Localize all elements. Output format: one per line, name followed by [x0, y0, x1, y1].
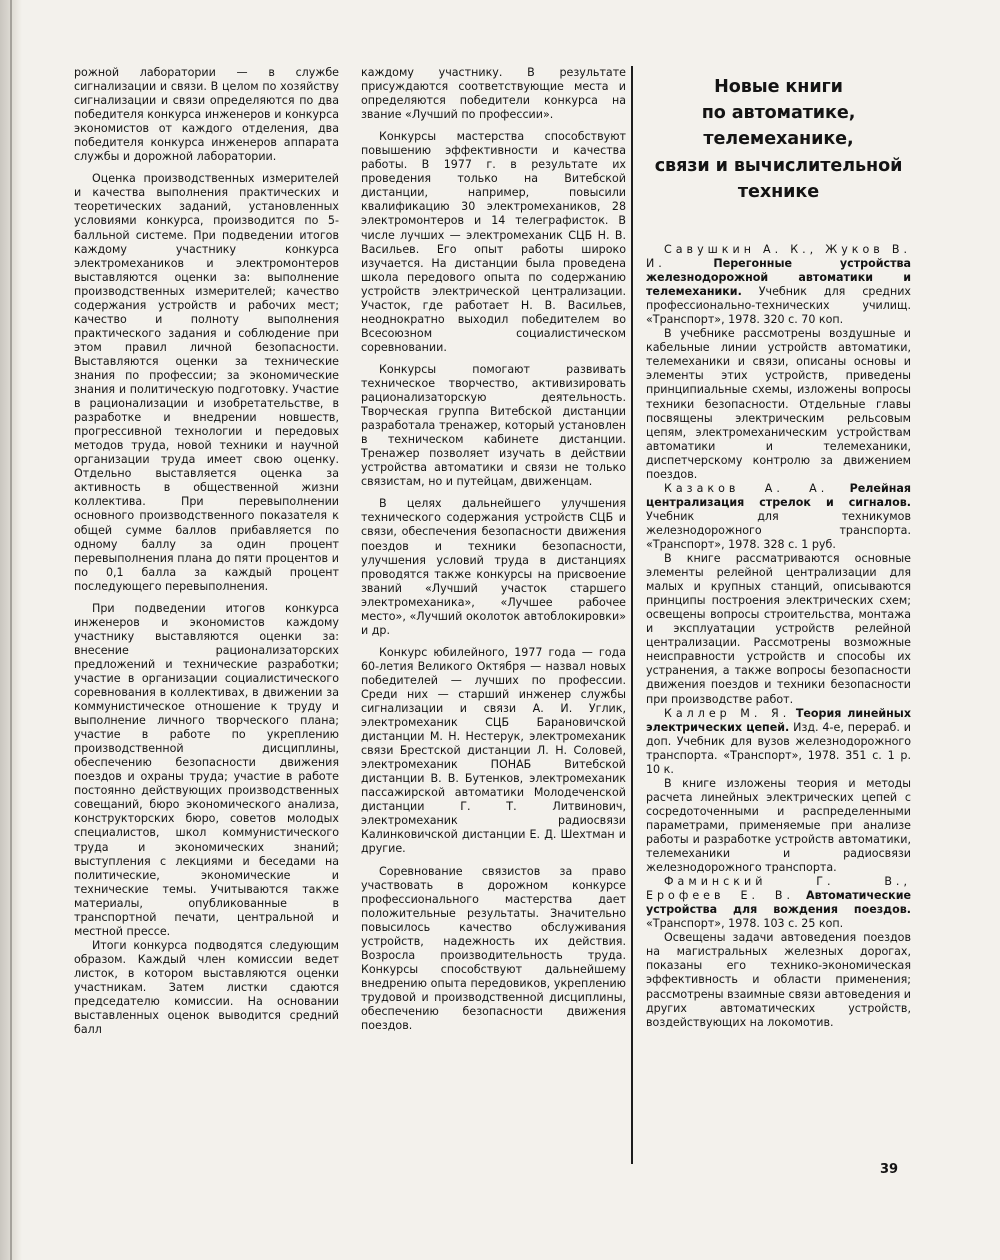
book-annotation: В книге рассматриваются основные элементы релейной централизации для малых и крупных станций, описываются принципы построения электрических схем; освещены вопросы строительства, монтажа и эксплуатации устройств релейной централизации. Рассмотрены возможные неисправности устройств и способы их устранения, а также вопросы безопасности движения поездов и техники безопасности при производстве работ.: [646, 552, 911, 706]
new-books-column: [646, 66, 911, 1030]
book-author: Фаминский Г. В., Ерофеев Е. В.: [646, 875, 911, 903]
book-entry: [646, 875, 911, 931]
book-title: Теория линейных электрических цепей.: [646, 706, 911, 734]
page-number: 39: [880, 1162, 899, 1177]
section-heading: [646, 74, 911, 205]
paragraph: Соревнование связистов за право участвовать в дорожном конкурсе профессионального мастерства дает положительные результаты. Значительно повысилось качество обслуживания устройств, надежность их действия. Возросла производительность труда. Конкурсы способствуют дальнейшему внедрению опыта передовиков, укреплению трудовой и производственной дисциплины, обеспечению безопасности движения поездов.: [361, 864, 626, 1033]
heading-line: по автоматике,: [701, 103, 856, 124]
column-divider: [631, 66, 633, 1164]
paragraph: Итоги конкурса подводятся следующим образом. Каждый член комиссии ведет листок, в котором выставляются оценки участникам. Затем листки сдаются председателю комиссии. На основании выставленных оценок выводится средний балл: [74, 938, 339, 1037]
book-annotation: В учебнике рассмотрены воздушные и кабельные линии устройств автоматики, телемеханики и связи, описаны основы и элементы этих устройств, приведены принципиальные схемы, изложены вопросы техники безопасности. Отдельные главы посвящены электрическим рельсовым цепям, электромеханическим устройствам автоматики и телемеханики, диспетчерскому контролю за движением поездов.: [646, 327, 911, 481]
heading-line: связи и вычислительной: [654, 155, 903, 176]
binding-line: [10, 0, 12, 1260]
book-entry: [646, 707, 911, 777]
book-author: Савушкин А. К., Жуков В. И.: [646, 243, 911, 271]
book-author: Казаков А. А.: [664, 481, 829, 495]
heading-line: Новые книги: [714, 77, 843, 97]
book-entry: [646, 243, 911, 327]
article-column-2: [361, 66, 626, 1033]
paragraph: Конкурсы помогают развивать техническое творчество, активизировать рационализаторскую деятельность. Творческая группа Витебской дистанции разработала тренажер, который установлен в техническом кабинете дистанции. Тренажер позволяет изучать в действии устройства автоматики и связи не только связистам, но и путейцам, движенцам.: [361, 362, 626, 489]
paragraph: каждому участнику. В результате присуждаются соответствующие места и определяются победители конкурса на звание «Лучший по профессии».: [361, 66, 626, 122]
book-annotation: Освещены задачи автоведения поездов на магистральных железных дорогах, показаны его технико-экономическая эффективность и области применения; рассмотрены взаимные связи автоведения и других автоматических устройств, воздействующих на локомотив.: [646, 931, 911, 1029]
paragraph: В целях дальнейшего улучшения технического содержания устройств СЦБ и связи, обеспечения безопасности движения поездов и техники безопасности, улучшения условий труда в дистанциях проводятся также конкурсы на присвоение званий «Лучший участок старшего электромеханика», «Лучшее рабочее место», «Лучший околоток автоблокировки» и др.: [361, 497, 626, 637]
book-title: Автоматические устройства для вождения поездов.: [646, 889, 911, 917]
paragraph: Конкурс юбилейного, 1977 года — года 60-летия Великого Октября — назвал новых победителей — лучших по профессии. Среди них — старший инженер службы сигнализации и связи А. И. Углик, электромеханик СЦБ Барановичской дистанции М. Н. Нестерук, электромеханик связи Брестской дистанции Л. Н. Соловей, электромеханик ПОНАБ Витебской дистанции В. В. Бутенков, электромеханик пассажирской автоматики Молодеченской дистанции Г. Т. Литвинович, электромеханик радиосвязи Калинковичской дистанции Е. Д. Шехтман и другие.: [361, 645, 626, 856]
paragraph: Конкурсы мастерства способствуют повышению эффективности и качества работы. В 1977 г. в результате их проведения только на Витебской дистанции, например, повысили квалификацию 30 электромехаников, 28 электромонтеров и 14 телеграфисток. В числе лучших — электромеханик СЦБ Н. В. Васильев. Его опыт работы широко изучается. На дистанции была проведена школа передового опыта по содержанию устройств электрической централизации. Участок, где работает Н. В. Васильев, неоднократно выходил победителем во Всесоюзном социалистическом соревновании.: [361, 130, 626, 354]
paragraph: При подведении итогов конкурса инженеров и экономистов каждому участнику выставляются оценки за: внесение рационализаторских предложений и технические разработки; участие в организации социалистического соревнования в коллективах, в движении за коммунистическое отношение к труду и выполнение личного творческого плана; участие в работе по укреплению производственной дисциплины, обеспечению безопасности движения поездов и охраны труда; участие в работе постоянно действующих производственных совещаний, бюро экономического анализа, конструкторских бюро, советов молодых специалистов, школ коммунистического труда и экономических знаний; выступления с лекциями и беседами на политические, экономические и технические темы. Учитываются также материалы, опубликованные в транспортной печати, центральной и местной прессе.: [74, 601, 339, 938]
paragraph: Оценка производственных измерителей и качества выполнения практических и теоретических заданий, установленных условиями конкурса, производится по 5-балльной системе. При подведении итогов каждому участнику конкурса электромехаников и электромонтеров выставляются оценки за: выполнение производственных измерителей; качество содержания устройств и рабочих мест; качество и полноту выполнения практического задания и соблюдение при этом правил личной безопасности. Выставляются оценки за технические знания по профессии; за экономические знания и политическую подготовку. Участие в рационализации и изобретательстве, в разработке и внедрении новшеств, прогрессивной технологии и передовых методов труда, новой техники и научной организации труда имеет свою оценку. Отдельно выставляется оценка за активность в общественной жизни коллектива. При перевыполнении основного производственного показателя к общей сумме баллов прибавляется по одному баллу за один процент перевыполнения плана до пяти процентов и по 0,1 балла за каждый процент последующего перевыполнения.: [74, 172, 339, 593]
book-author: Каллер М. Я.: [664, 706, 791, 720]
book-title: Перегонные устройства железнодорожной автоматики и телемеханики.: [646, 257, 912, 299]
article-column-1: [74, 66, 339, 1037]
book-details: Учебник для средних профессионально-технических училищ. «Транспорт», 1978. 320 с. 70 коп.: [646, 285, 911, 327]
book-details: Изд. 4-е, перераб. и доп. Учебник для вузов железнодорожного транспорта. «Транспорт», 1978. 351 с. 1 р. 10 к.: [646, 720, 912, 776]
heading-line: телемеханике,: [703, 129, 854, 150]
book-entry: [646, 482, 911, 552]
book-details: «Транспорт», 1978. 103 с. 25 коп.: [646, 917, 844, 931]
heading-line: технике: [737, 181, 820, 202]
book-details: Учебник для техникумов железнодорожного транспорта. «Транспорт», 1978. 328 с. 1 руб.: [646, 509, 911, 551]
book-annotation: В книге изложены теория и методы расчета линейных электрических цепей с сосредоточенными и распределенными параметрами, применяемые при анализе работы и разработке устройств автоматики, телемеханики и радиосвязи железнодорожного транспорта.: [646, 776, 911, 875]
paragraph: рожной лаборатории — в службе сигнализации и связи. В целом по хозяйству сигнализации и связи определяются по два победителя конкурса инженеров и конкурса экономистов от каждого отделения, два победителя конкурса инженеров аппарата службы и дорожной лаборатории.: [74, 66, 339, 164]
book-title: Релейная централизация стрелок и сигналов.: [646, 481, 911, 509]
